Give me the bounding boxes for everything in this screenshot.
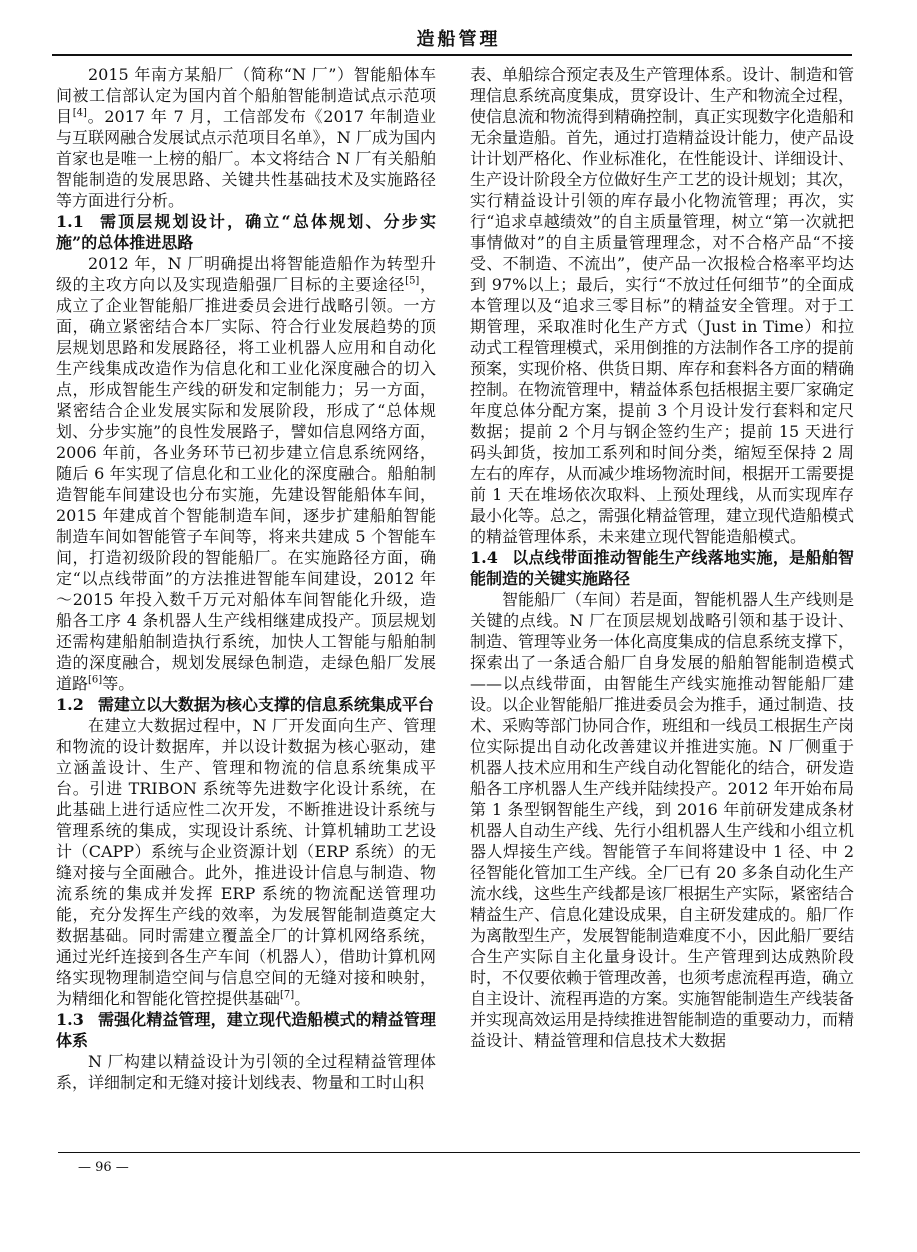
- running-title: 造船管理: [416, 29, 501, 50]
- paragraph: N 厂构建以精益设计为引领的全过程精益管理体系，详细制定和无缝对接计划线表、物量和工时山积: [56, 1052, 436, 1092]
- section-title: 需建立以大数据为核心支撑的信息系统集成平台: [97, 695, 434, 714]
- left-column: [56, 64, 436, 1093]
- text: 。: [294, 989, 311, 1008]
- intro-paragraph: [56, 64, 436, 211]
- section-number: 1.2: [56, 695, 84, 714]
- right-column: [470, 64, 854, 1051]
- footer-rule: [58, 1152, 860, 1153]
- citation-ref: [6]: [88, 674, 103, 686]
- paragraph: 智能船厂（车间）若是面，智能机器人生产线则是关键的点线。N 厂在顶层规划战略引领和基于设计、制造、管理等业务一体化高度集成的信息系统支撑下，探索出了一条适合船厂自身发展的船舶智能制造模式——以点线带面，由智能生产线实施推动智能船厂建设。以企业智能船厂推进委员会为推手，通过制造、技术、采购等部门协同合作，班组和一线员工根据生产岗位实际提出自动化改善建议并推进实施。N 厂侧重于机器人技术应用和生产线自动化智能化的结合，研发造船各工序机器人生产线并陆续投产。2012 年开始布局第 1 条型钢智能生产线，到 2016 年前研发建成条材机器人自动生产线、先行小组机器人生产线和小组立机器人焊接生产线。智能管子车间将建设中 1 径、中 2 径智能化管加工生产线。全厂已有 20 多条自动化生产流水线，这些生产线都是该厂根据生产实际，紧密结合精益生产、信息化建设成果，自主研发建成的。船厂作为离散型生产，发展智能制造难度不小，因此船厂要结合生产实际自主化量身设计。生产管理到达成熟阶段时，不仅要依赖于管理改善，也须考虑流程再造，确立自主设计、流程再造的方案。实施智能制造生产线装备并实现高效运用是持续推进智能制造的重要动力，而精益设计、精益管理和信息技术大数据: [470, 590, 855, 1050]
- text: 2015 年南方某船厂（简称“N 厂”）智能船体车间被工信部认定为国内首个船舶智能制造试点示范项目: [56, 65, 436, 126]
- section-title: 需顶层规划设计，确立“总体规划、分步实施”的总体推进思路: [56, 212, 436, 252]
- page-number: — 96 —: [78, 1160, 129, 1175]
- section-number: 1.1: [56, 212, 84, 231]
- section-number: 1.4: [470, 548, 498, 567]
- citation-ref: [7]: [280, 989, 295, 1001]
- text: 在建立大数据过程中，N 厂开发面向生产、管理和物流的设计数据库，并以设计数据为核心驱动，建立涵盖设计、生产、管理和物流的信息系统集成平台。引进 TRIBON 系统等先进数字化设计系统，在此基础上进行适应性二次开发，不断推进设计系统与管理系统的集成，实现设计系统、计算机辅助工艺设计（CAPP）系统与企业资源计划（ERP 系统）的无缝对接与全面融合。此外，推进设计信息与制造、物流系统的集成并发挥 ERP 系统的物流配送管理功能，充分发挥生产线的效率，为发展智能制造奠定大数据基础。同时需建立覆盖全厂的计算机网络系统，通过光纤连接到各生产车间（机器人），借助计算机网络实现物理制造空间与信息空间的无缝对接和映射，为精细化和智能化管控提供基础: [56, 716, 436, 1008]
- section-heading-1-3: [56, 1009, 436, 1051]
- text: 等。: [102, 674, 135, 693]
- citation-ref: [5]: [405, 275, 420, 287]
- text: 2012 年，N 厂明确提出将智能造船作为转型升级的主攻方向以及实现造船强厂目标的主要途径: [56, 254, 436, 294]
- citation-ref: [4]: [72, 107, 87, 119]
- section-heading-1-4: [470, 547, 854, 589]
- section-heading-1-2: [56, 694, 436, 715]
- text: ，成立了企业智能船厂推进委员会进行战略引领。一方面，确立紧密结合本厂实际、符合行业发展趋势的顶层规划思路和发展路径，将工业机器人应用和自动化生产线集成改造作为信息化和工业化深度融合的切入点，形成智能生产线的研发和定制能力；另一方面，紧密结合企业发展实际和发展阶段，形成了“总体规划、分步实施”的良性发展路子，譬如信息网络方面，2006 年前，各业务环节已初步建立信息系统网络，随后 6 年实现了信息化和工业化的深度融合。船舶制造智能车间建设也分布实施，先建设智能船体车间，2015 年建成首个智能制造车间，逐步扩建船舶智能制造车间如智能管子车间等，将来共建成 5 个智能车间，打造初级阶段的智能船厂。在实施路径方面，确定“以点线带面”的方法推进智能车间建设，2012 年～2015 年投入数千万元对船体车间智能化升级，造船各工序 4 条机器人生产线相继建成投产。顶层规划还需构建船舶制造执行系统，加快人工智能与船舶制造的深度融合，规划发展绿色制造，走绿色船厂发展道路: [56, 275, 436, 693]
- section-number: 1.3: [56, 1010, 84, 1029]
- paragraph-continued: 表、单船综合预定表及生产管理体系。设计、制造和管理信息系统高度集成，贯穿设计、生产和物流全过程，使信息流和物流得到精确控制，真正实现数字化造船和无余量造船。首先，通过打造精益设计能力，使产品设计计划严格化、作业标准化，在性能设计、详细设计、生产设计阶段全方位做好生产工艺的设计规划；其次，实行精益设计引领的库存最小化物流管理；再次，实行“追求卓越绩效”的自主质量管理，树立“第一次就把事情做对”的自主质量管理理念，对不合格产品“不接受、不制造、不流出”，使产品一次报检合格率平均达到 97%以上；最后，实行“不放过任何细节”的全面成本管理以及“追求三零目标”的精益安全管理。对于工期管理，采取准时化生产方式（Just in Time）和拉动式工程管理模式，采用倒推的方法制作各工序的提前预案，实现价格、供货日期、库存和套料各方面的精确控制。在物流管理中，精益体系包括根据主要厂家确定年度总体分配方案，提前 3 个月设计发行套料和定尺数据；提前 2 个月与钢企签约生产；提前 15 天进行码头卸货，按加工系列和时间分类，缩短至保持 2 周左右的库存，从而减少堆场物流时间，根据开工需要提前 1 天在堆场依次取料、上预处理线，从而实现库存最小化等。总之，需强化精益管理，建立现代造船模式的精益管理体系，未来建立现代智能造船模式。: [470, 65, 855, 546]
- paragraph: [56, 715, 436, 1009]
- paragraph: [56, 253, 436, 694]
- header-rule: [52, 54, 852, 56]
- section-title: 以点线带面推动智能生产线落地实施，是船舶智能制造的关键实施路径: [470, 548, 854, 588]
- section-heading-1-1: [56, 211, 436, 253]
- text: 。2017 年 7 月，工信部发布《2017 年制造业与互联网融合发展试点示范项目名单》，N 厂成为国内首家也是唯一上榜的船厂。本文将结合 N 厂有关船舶智能制造的发展思路、关键共性基础技术及实施路径等方面进行分析。: [56, 107, 436, 210]
- section-title: 需强化精益管理，建立现代造船模式的精益管理体系: [56, 1010, 436, 1050]
